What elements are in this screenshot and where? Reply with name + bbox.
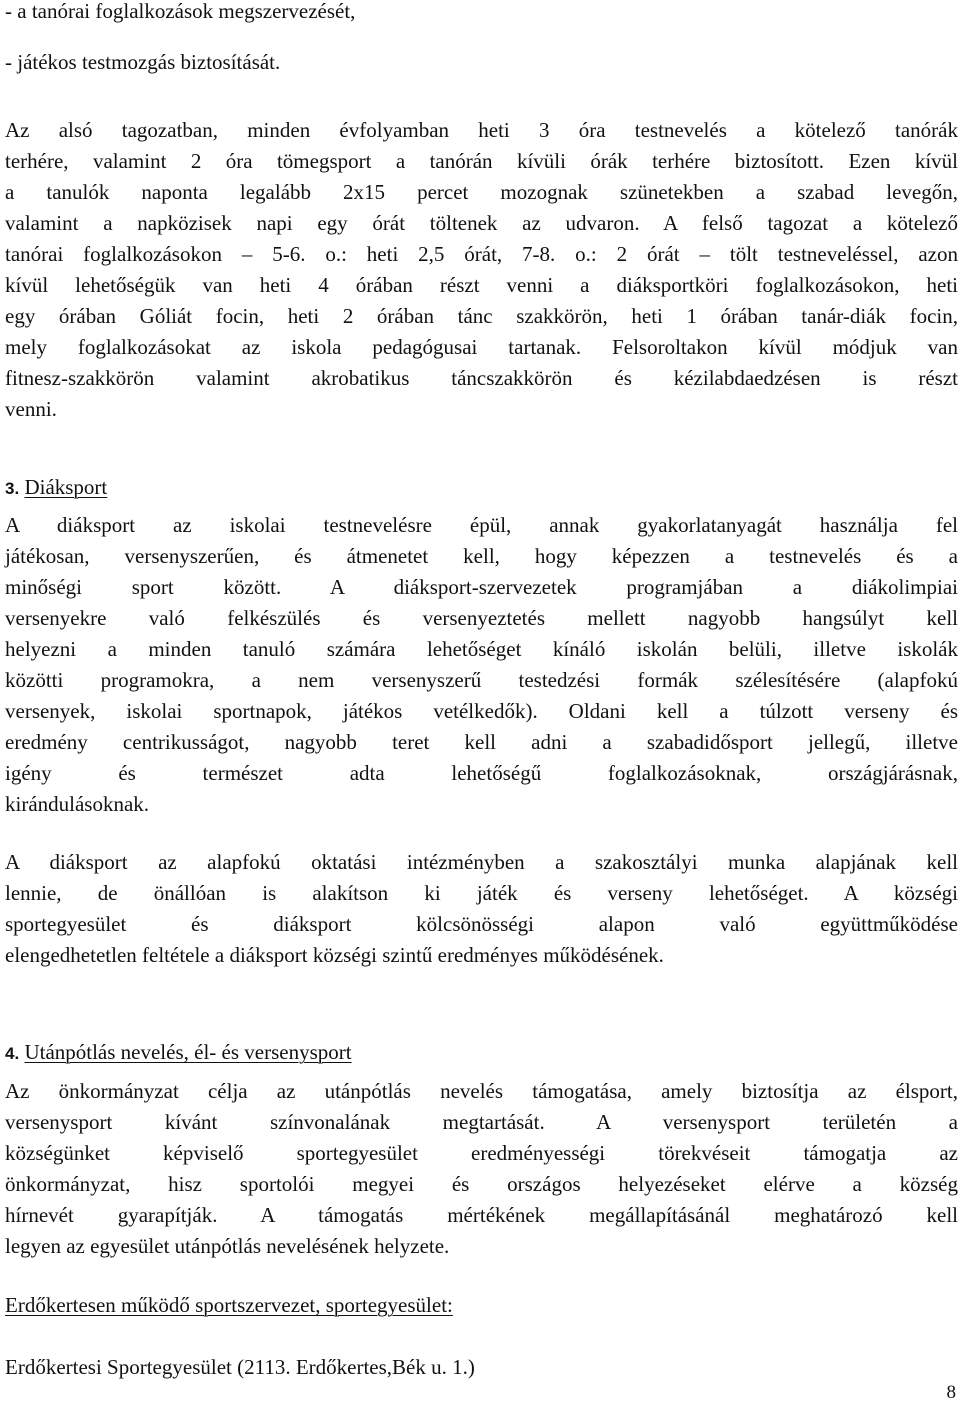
paragraph-line: eredmény centrikusságot, nagyobb teret kell adni a szabadidősport jellegű, illetve — [5, 730, 958, 754]
paragraph-line: tanórai foglalkozásokon – 5-6. o.: heti 2,5 órát, 7-8. o.: 2 órát – tölt testneveléssel, azon — [5, 242, 958, 266]
paragraph-line: A diáksport az iskolai testnevelésre épül, annak gyakorlatanyagát használja fel — [5, 513, 958, 537]
paragraph-line: közötti programokra, a nem versenyszerű testedzési formák szélesítésére (alapfokú — [5, 668, 958, 692]
section-3-title: Diáksport — [24, 475, 108, 499]
paragraph-line: kirándulásoknak. — [5, 792, 150, 816]
paragraph-line: kívül lehetőségük van heti 4 órában részt venni a diáksportköri foglalkozásokon, heti — [5, 273, 958, 297]
paragraph-line: versenyek, iskolai sportnapok, játékos vetélkedők). Oldani kell a túlzott verseny és — [5, 699, 958, 723]
paragraph-line: sportegyesület és diáksport kölcsönösségi alapon való együttműködése — [5, 912, 958, 936]
paragraph-line: fitnesz-szakkörön valamint akrobatikus táncszakkörön és kézilabdaedzésen is részt — [5, 366, 958, 390]
section-3-number: 3. — [5, 479, 20, 498]
org-label: Erdőkertesen működő sportszervezet, sportegyesület: — [5, 1293, 453, 1317]
paragraph-line: minőségi sport között. A diáksport-szervezetek programjában a diákolimpiai — [5, 575, 958, 599]
paragraph-line: legyen az egyesület utánpótlás nevelésének helyzete. — [5, 1234, 450, 1258]
paragraph-line: terhére, valamint 2 óra tömegsport a tanórán kívüli órák terhére biztosított. Ezen kívül — [5, 149, 958, 173]
section-4-heading — [5, 1037, 352, 1069]
paragraph-line: valamint a napközisek napi egy órát töltenek az udvaron. A felső tagozat a kötelező — [5, 211, 958, 235]
page-number: 8 — [946, 1382, 956, 1403]
paragraph-line: versenysport kívánt színvonalának megtartását. A versenysport területén a — [5, 1110, 958, 1134]
paragraph-line: egy órában Góliát focin, heti 2 órában tánc szakkörön, heti 1 órában tanár-diák focin, — [5, 304, 958, 328]
paragraph-line: Az alsó tagozatban, minden évfolyamban heti 3 óra testnevelés a kötelező tanórák — [5, 118, 958, 142]
paragraph-line: helyezni a minden tanuló számára lehetőséget kínáló iskolán belüli, illetve iskolák — [5, 637, 958, 661]
paragraph-line: igény és természet adta lehetőségű foglalkozásoknak, országjárásnak, — [5, 761, 958, 785]
paragraph-line: A diáksport az alapfokú oktatási intézményben a szakosztályi munka alapjának kell — [5, 850, 958, 874]
org-name: Erdőkertesi Sportegyesület (2113. Erdőkertes,Bék u. 1.) — [5, 1355, 475, 1379]
paragraph-line: önkormányzat, hisz sportolói megyei és országos helyezéseket elérve a község — [5, 1172, 958, 1196]
paragraph-line: elengedhetetlen feltétele a diáksport községi szintű eredményes működésének. — [5, 943, 664, 967]
paragraph-line: mely foglalkozásokat az iskola pedagógusai tartanak. Felsoroltakon kívül módjuk van — [5, 335, 958, 359]
paragraph-line: lennie, de önállóan is alakítson ki játék és verseny lehetőséget. A községi — [5, 881, 958, 905]
paragraph-line: venni. — [5, 397, 57, 421]
paragraph-line: Az önkormányzat célja az utánpótlás nevelés támogatása, amely biztosítja az élsport, — [5, 1079, 958, 1103]
bullet-line: - a tanórai foglalkozások megszervezését, — [5, 0, 356, 23]
section-3-heading — [5, 472, 107, 504]
paragraph-line: a tanulók naponta legalább 2x15 percet mozognak szünetekben a szabad levegőn, — [5, 180, 958, 204]
section-4-title: Utánpótlás nevelés, él- és versenysport — [24, 1040, 352, 1064]
bullet-line: - játékos testmozgás biztosítását. — [5, 50, 281, 74]
paragraph-line: községünket képviselő sportegyesület eredményességi törekvéseit támogatja az — [5, 1141, 958, 1165]
paragraph-line: versenyekre való felkészülés és versenyeztetés mellett nagyobb hangsúlyt kell — [5, 606, 958, 630]
paragraph-line: játékosan, versenyszerűen, és átmenetet kell, hogy képezzen a testnevelés és a — [5, 544, 958, 568]
section-4-number: 4. — [5, 1044, 20, 1063]
paragraph-line: hírnevét gyarapítják. A támogatás mértékének megállapításánál meghatározó kell — [5, 1203, 958, 1227]
